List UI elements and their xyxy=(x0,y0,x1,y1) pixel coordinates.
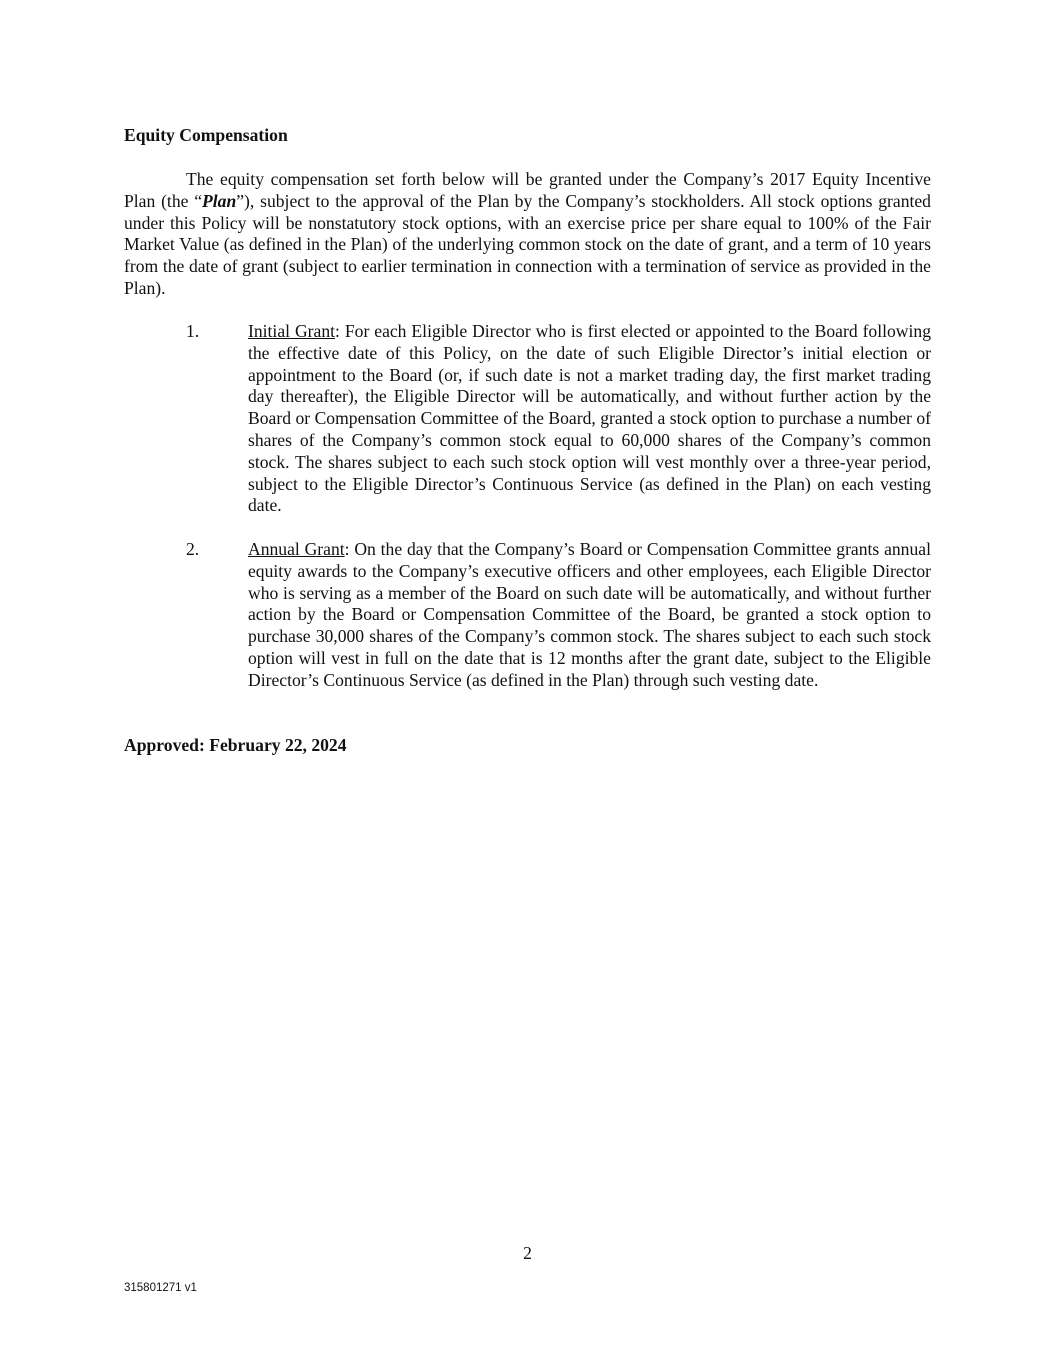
page-number: 2 xyxy=(523,1243,532,1263)
list-item-body xyxy=(248,539,931,692)
list-item-text: : On the day that the Company’s Board or Compensation Committee grants annual equity awards to the Company’s executive officers and other employees, each Eligible Director who is serving as a member of the Board on such date will be automatically, and without further action by the Board or Compensation Committee of the Board, be granted a stock option to purchase 30,000 shares of the Company’s common stock. The shares subject to each such stock option will vest in full on the date that is 12 months after the grant date, subject to the Eligible Director’s Continuous Service (as defined in the Plan) through such vesting date. xyxy=(248,539,931,690)
list-item-text: : For each Eligible Director who is first elected or appointed to the Board following the effective date of this Policy, on the date of such Eligible Director’s initial election or appointment to the Board (or, if such date is not a market trading day, the first market trading day thereafter), the Eligible Director will be automatically, and without further action by the Board or Compensation Committee of the Board, granted a stock option to purchase a number of shares of the Company’s common stock equal to 60,000 shares of the Company’s common stock. The shares subject to each such stock option will vest monthly over a three-year period, subject to the Eligible Director’s Continuous Service (as defined in the Plan) on each vesting date. xyxy=(248,321,931,516)
defined-term-plan: Plan xyxy=(202,190,237,211)
intro-text-start: The equity compensation set forth below will be granted under the Company’s 2017 Equity Incentive Plan (the “ xyxy=(124,169,931,211)
list-item-title: Annual Grant xyxy=(248,539,345,559)
approval-date: Approved: February 22, 2024 xyxy=(124,735,347,755)
document-id: 315801271 v1 xyxy=(124,1282,197,1294)
list-item-number: 2. xyxy=(186,539,200,559)
intro-paragraph xyxy=(124,169,931,300)
list-item-title: Initial Grant xyxy=(248,321,336,341)
list-item-number: 1. xyxy=(186,321,200,341)
section-heading: Equity Compensation xyxy=(124,125,288,145)
list-item-body xyxy=(248,321,931,517)
intro-text-end: ”), subject to the approval of the Plan by the Company’s stockholders. All stock options granted under this Policy will be nonstatutory stock options, with an exercise price per share equal to 100% of the Fair Market Value (as defined in the Plan) of the underlying common stock on the date of grant, and a term of 10 years from the date of grant (subject to earlier termination in connection with a termination of service as provided in the Plan). xyxy=(124,190,931,298)
